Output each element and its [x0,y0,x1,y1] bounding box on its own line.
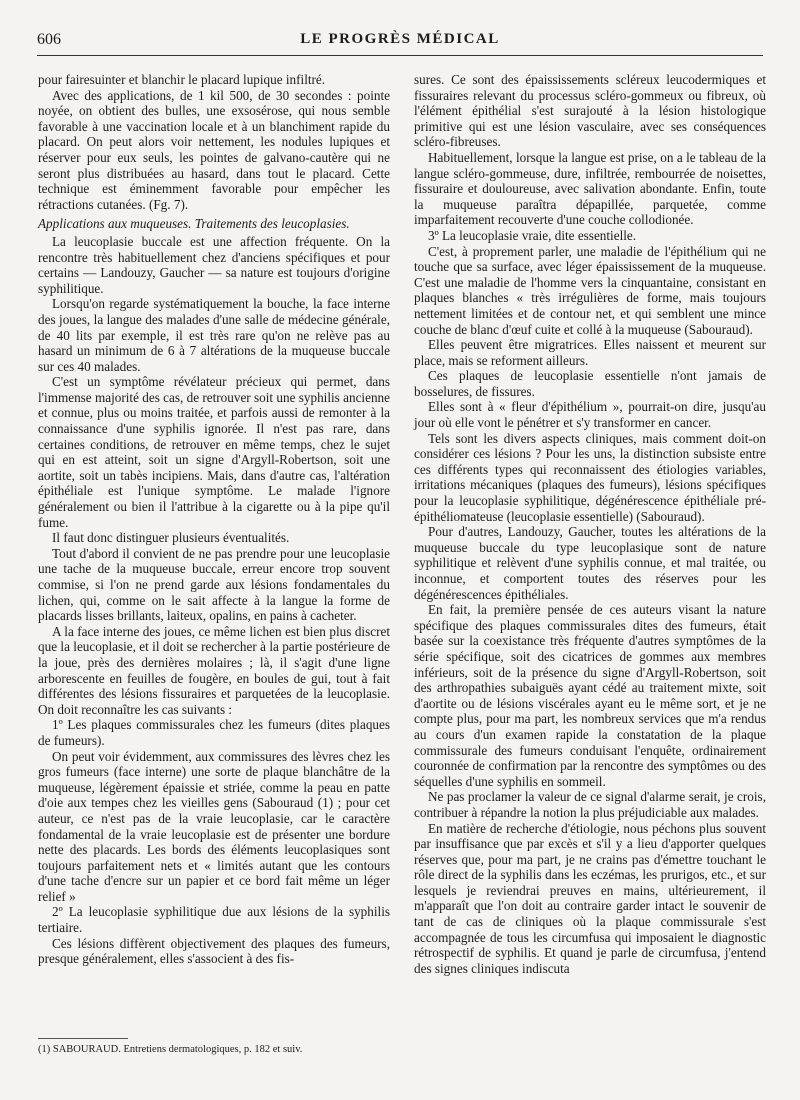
right-column [414,72,766,976]
left-column [38,72,390,967]
paragraph: Pour d'autres, Landouzy, Gaucher, toutes les altérations de la muqueuse buccale du type leucoplasique sont de nature syphilitique et relèvent d'une syphilis connue, et mal traitée, ou inconnue, et comportent toutes des réserves pour les dégénérescences épithéliales. [414,524,766,602]
paragraph: 3º La leucoplasie vraie, dite essentielle. [428,227,637,243]
paragraph: C'est un symptôme révélateur précieux qui permet, dans l'immense majorité des cas, de retrouver soit une syphilis ancienne et connue, plus ou moins traitée, et parfois aussi de remonter à la connaissance d'une syphilis ignorée. Il n'est pas rare, dans certaines conditions, de retrouver en même temps, chez le sujet qui en est atteint, soit un signe d'Argyll-Robertson, soit une aortite, soit un tabès incipiens. Mais, dans d'autre cas, l'altération épithéliale est l'unique symptôme. Le malade l'ignore généralement ou bien il l'attribue à la cigarette ou à la pipe qu'il fume. [38,374,390,530]
paragraph: Il faut donc distinguer plusieurs éventualités. [52,530,290,546]
section-heading: Applications aux muqueuses. Traitements des leucoplasies. [38,216,350,232]
paragraph: A la face interne des joues, ce même lichen est bien plus discret que la leucoplasie, et il doit se rechercher à la partie postérieure de la joue, près des dernières molaires ; là, il s'agit d'une ligne arborescente en feuilles de fougère, en boules de gui, tout à fait différentes des lésions fissuraires et parquetées de la leucoplasie. On doit reconnaître les cas suivants : [38,623,390,717]
paragraph: En fait, la première pensée de ces auteurs visant la nature spécifique des plaques commissurales dites des fumeurs, était basée sur la coexistance très fréquente d'autres symptômes de la série spécifique, soit des cicatrices de gommes aux membres inférieurs, soit de la présence du signe d'Argyll-Robertson, soit des arthropathies subaiguës ayant cédé au traitement mixte, soit d'aortite ou de lésions viscérales ayant eu le même sort, et je ne compte plus, pour ma part, les nombreux services que m'a rendus au cours d'un examen rapide la constatation de la plaque commissurale des fumeurs conduisant l'enquête, ordinairement couronnée de confirmation par la rencontre des symptômes ou des séquelles d'une syphilis en sommeil. [414,602,766,789]
paragraph: Habituellement, lorsque la langue est prise, on a le tableau de la langue scléro-gommeuse, dure, infiltrée, rembourrée de noisettes, fissuraire et douloureuse, avec salivation abondante. Enfin, toute la muqueuse paraîtra dépapillée, parquetée, comme imparfaitement recouverte d'une couche collodionée. [414,149,766,228]
paragraph: Ces lésions diffèrent objectivement des plaques des fumeurs, presque généralement, elles s'associent à des fis- [38,935,390,967]
footnote: (1) SABOURAUD. Entretiens dermatologiques, p. 182 et suiv. [38,1044,303,1055]
paragraph: Avec des applications, de 1 kil 500, de 30 secondes : pointe noyée, on obtient des bulles, une exsosérose, qui nous semble favorable à une vaccination locale et à un blanchiment rapide du placard. On peut alors voir nettement, les nodules lupiques et réserver pour eux seuls, les pointes de galvano-cautère qui ne seront plus distribuées au hasard, dans tout le placard. Cette technique est éminemment favorable pour empêcher les rétractions cutanées. (Fg. 7). [38,87,390,212]
page-number: 606 [37,31,61,48]
paragraph: pour fairesuinter et blanchir le placard lupique infiltré. [38,72,326,87]
paragraph: 1º Les plaques commissurales chez les fumeurs (dites plaques de fumeurs). [38,717,390,748]
paragraph: Tout d'abord il convient de ne pas prendre pour une leucoplasie une tache de la muqueuse buccale, erreur encore trop souvent commise, si l'on ne prend garde aux lésions fondamentales du lichen, qui, comme on le sait affecte à la langue la forme de placards lisses brillants, laiteux, opalins, en pains à cacheter. [38,545,390,624]
paragraph: En matière de recherche d'étiologie, nous péchons plus souvent par insuffisance que par excès et s'il y a lieu d'apporter quelques réserves que, pour ma part, je ne crains pas d'émettre touchant le rôle direct de la syphilis dans les eczémas, les prurigos, etc., et sur lesquels je reviendrai preuves en mains, ultérieurement, il m'apparaît que l'on doit au contraire garder intact le souvenir de tant de cas de cliniques où la plaque commissurale s'est accompagnée de tous les circumfusa qui imposaient le diagnostic rétrospectif de syphilis. Et quand je parle de circumfusa, j'entend des signes cliniques indiscuta [414,820,766,976]
paragraph: On peut voir évidemment, aux commissures des lèvres chez les gros fumeurs (face interne) une sorte de plaque blanchâtre de la muqueuse, légèrement épaissie et striée, comme la peau en patte d'oie aux tempes chez les vieilles gens (Sabouraud (1) ; pour cet auteur, ce n'est pas de la vraie leucoplasie, car le caractère fondamental de la vraie leucoplasie est de présenter une bordure nette des placards. Les bords des éléments leucoplasiques sont toujours parfaitement nets et « limités autant que les contours d'une tache d'encre sur un papier et ce bord fait même un léger relief » [38,748,390,904]
paragraph: La leucoplasie buccale est une affection fréquente. On la rencontre très habituellement chez d'anciens spécifiques et pour certains — Landouzy, Gaucher — sa nature est toujours d'origine syphilitique. [38,233,390,296]
header-rule [37,55,763,56]
paragraph: Ne pas proclamer la valeur de ce signal d'alarme serait, je crois, contribuer à répandre la notion la plus préjudiciable aux malades. [414,789,766,820]
paragraph: Tels sont les divers aspects cliniques, mais comment doit-on considérer ces lésions ? Pour les uns, la distinction subsiste entre ces différents types qui reconnaissent des étiologies variables, irritations mécaniques (plaques des fumeurs), lésions spécifiques pour la leucoplasie syphilitique, dégénérescence épithéliale pré-épithéliomateuse (leucoplasie essentielle) (Sabouraud). [414,430,766,524]
paragraph: Elles peuvent être migratrices. Elles naissent et meurent sur place, mais se reforment ailleurs. [414,337,766,368]
journal-title: LE PROGRÈS MÉDICAL [300,31,500,47]
paragraph: Elles sont à « fleur d'épithélium », pourrait-on dire, jusqu'au jour où elle vont le pénétrer et s'y transformer en cancer. [414,399,766,431]
paragraph: Ces plaques de leucoplasie essentielle n'ont jamais de bosselures, de fissures. [414,368,766,399]
paragraph: Lorsqu'on regarde systématiquement la bouche, la face interne des joues, la langue des malades d'une salle de médecine générale, de 40 lits par exemple, il est très rare qu'on ne relève pas au hasard un minimum de 6 à 7 altérations de la muqueuse buccale sur ces 40 malades. [38,296,390,374]
paragraph: 2º La leucoplasie syphilitique due aux lésions de la syphilis tertiaire. [38,904,390,936]
paragraph: C'est, à proprement parler, une maladie de l'épithélium qui ne touche que sa surface, avec léger épaississement de la muqueuse. C'est une maladie de l'homme vers la cinquantaine, consistant en plaques blanches « très irrégulières de forme, mais toujours nettement limitées et de contour net, et qui semblent une mince couche de blanc d'œuf cuite et collé à la muqueuse (Sabouraud). [414,243,766,337]
footnote-rule [38,1038,128,1039]
paragraph: sures. Ce sont des épaississements scléreux leucodermiques et fissuraires relevant du processus scléro-gommeux ou fibreux, où l'élément épithélial s'est surajouté à la lésion histologique primitive qui est une lésion vasculaire, avec ses conséquences scléro-fibreuses. [414,72,766,150]
